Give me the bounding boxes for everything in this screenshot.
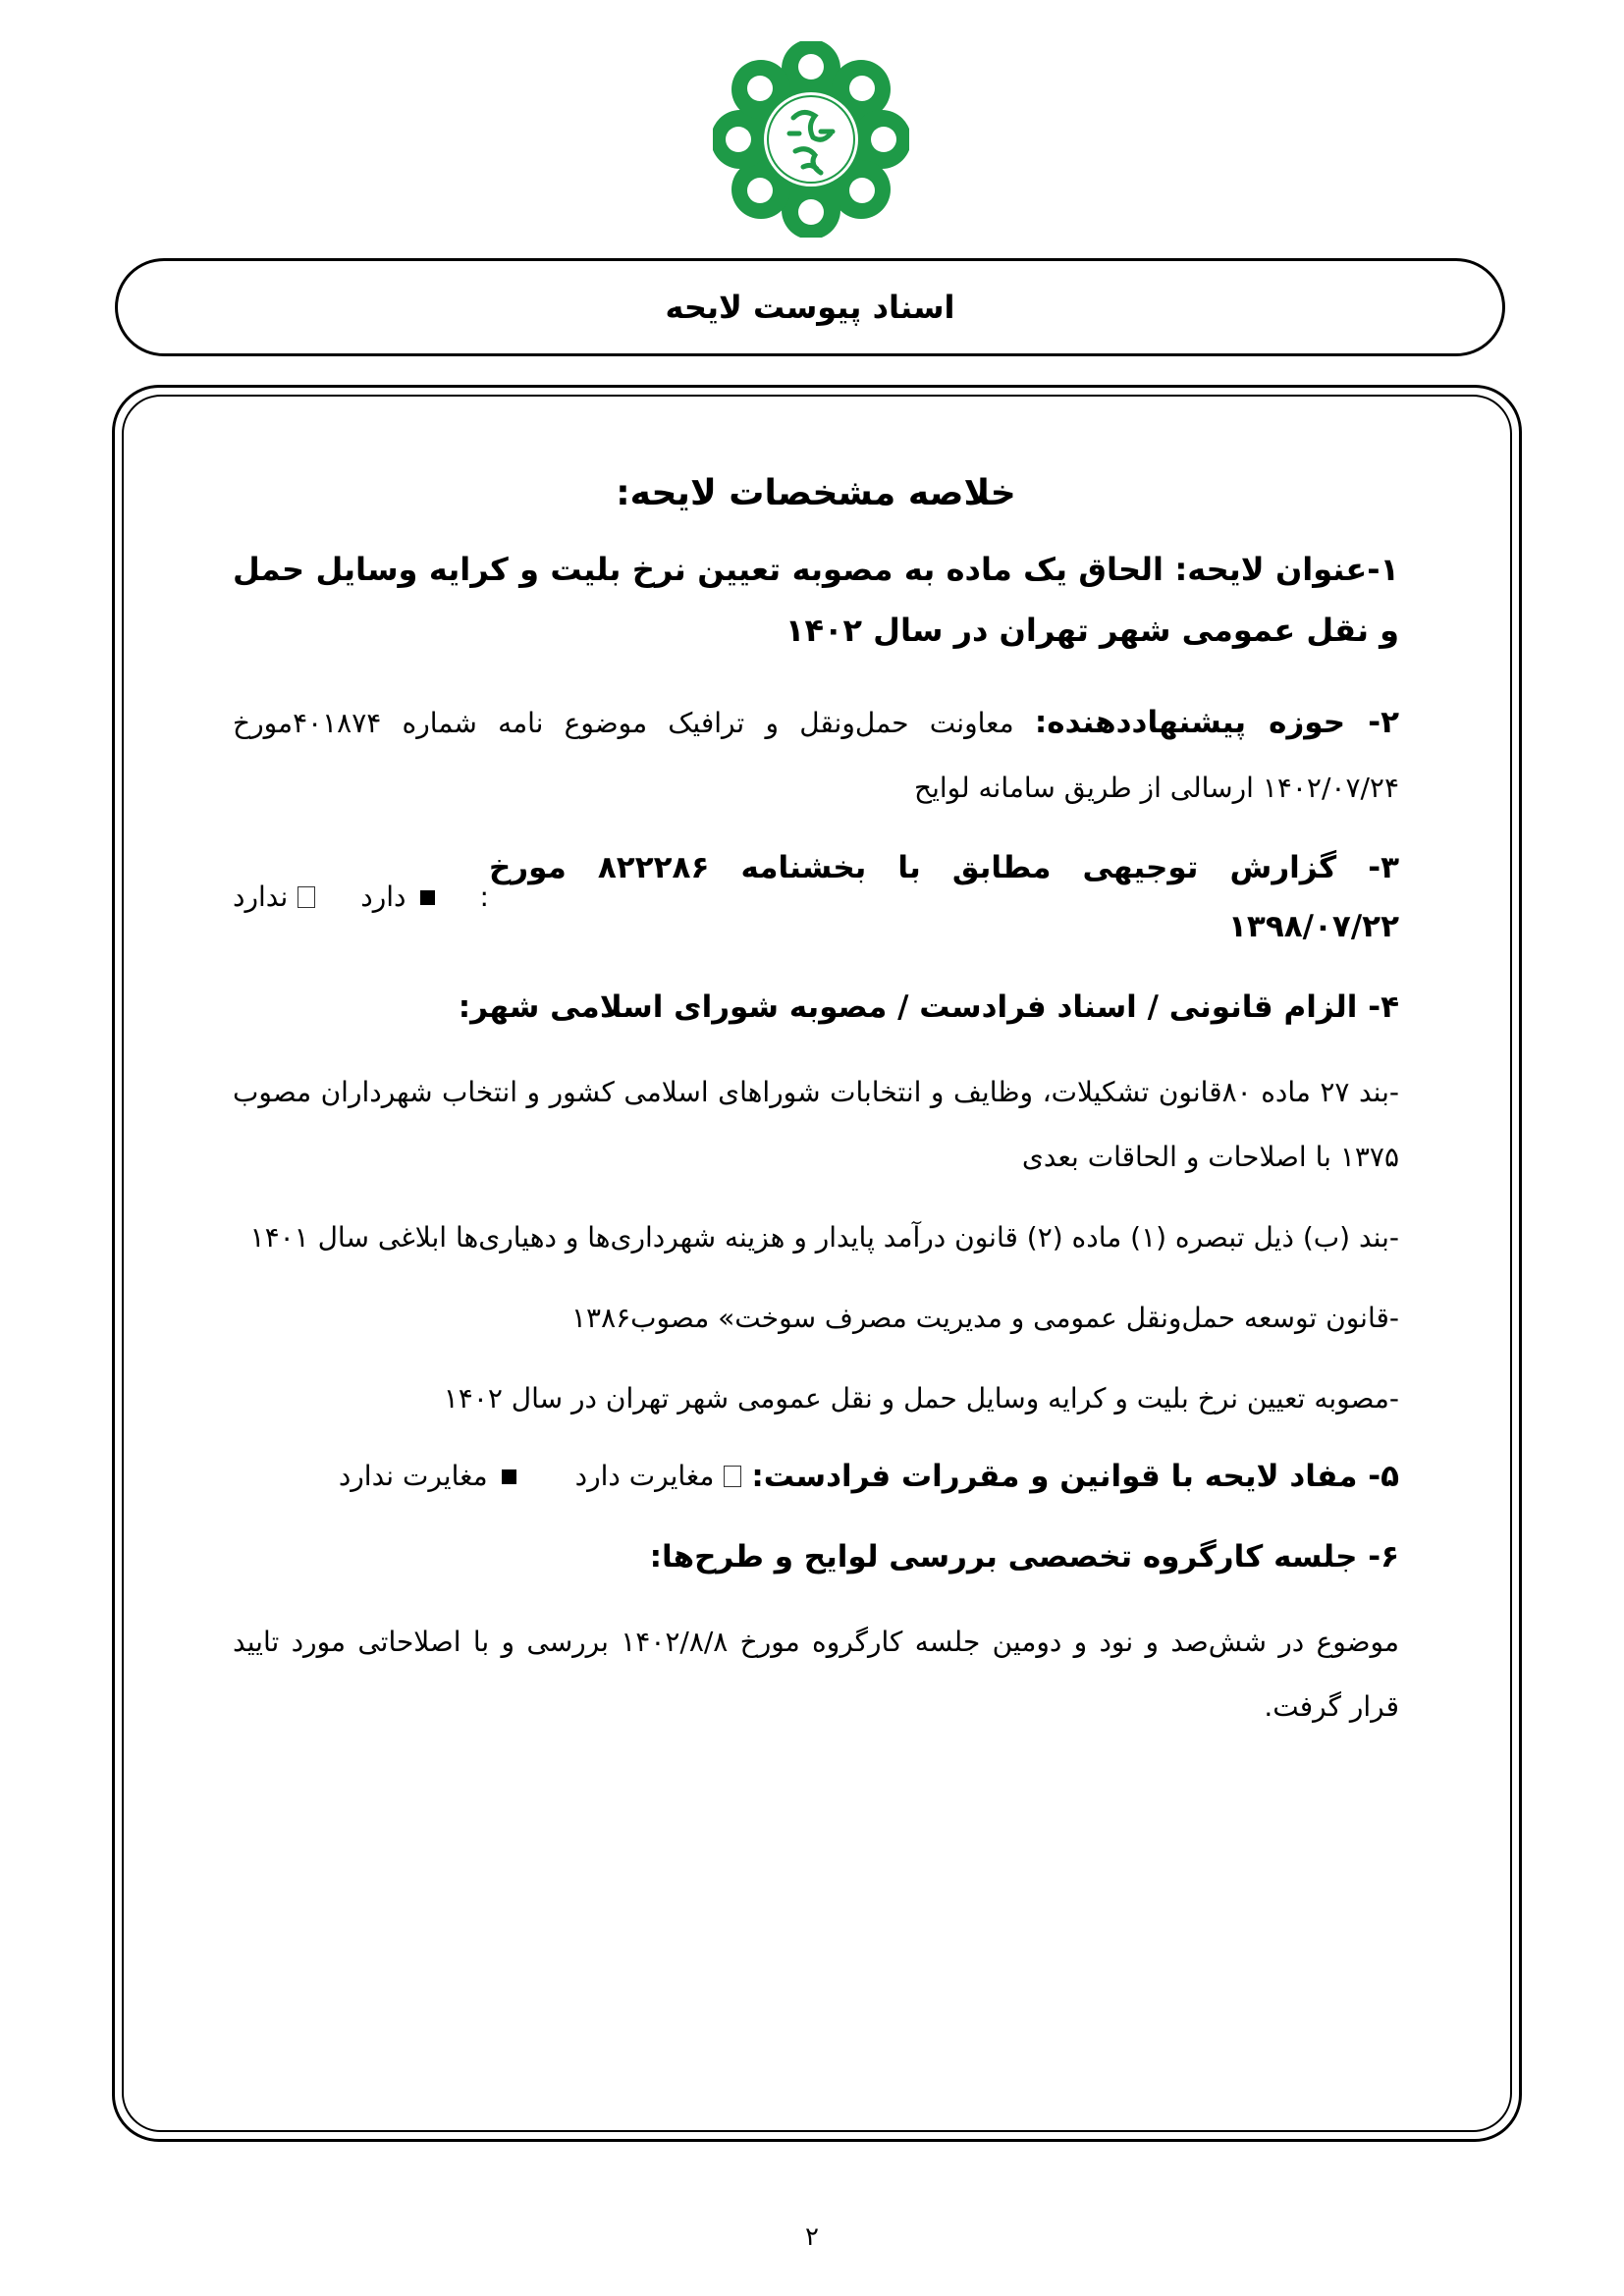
workgroup-meeting-heading: ۶- جلسه کارگروه تخصصی بررسی لوایح و طرح‌ها: (649, 1539, 1399, 1575)
bill-title-label: ۱-عنوان لایحه: (1174, 551, 1400, 588)
unchecked-box-icon (298, 886, 315, 908)
document-title: اسناد پیوست لایحه (665, 289, 955, 326)
legal-requirement-line: -بند (ب) ذیل تبصره (۱) ماده (۲) قانون درآمد پایدار و هزینه شهرداری‌ها و دهیاری‌ها ابلاغی سال ۱۴۰۱ (249, 1221, 1399, 1254)
justification-report-label: ۳- گزارش توجیهی مطابق با بخشنامه ۸۲۲۲۸۶ مورخ ۱۳۹۸/۰۷/۲۲ (488, 850, 1399, 944)
unchecked-box-icon (724, 1466, 741, 1487)
proposer-text: معاونت حمل‌ونقل و ترافیک موضوع نامه شماره ۴۰۱۸۷۴مورخ ۱۴۰۲/۰۷/۲۴ ارسالی از طریق سامانه لوایح (233, 707, 1399, 804)
option-no-report-label: ندارد (233, 881, 289, 913)
bill-title-text: الحاق یک ماده به مصوبه تعیین نرخ بلیت و کرایه وسایل حمل و نقل عمومی شهر تهران در سال ۱۴۰۲ (233, 551, 1399, 649)
option-no-report[interactable] (233, 868, 315, 927)
proposer-item (233, 690, 1399, 821)
document-header (115, 258, 1505, 356)
option-has-report-label: دارد (360, 881, 406, 913)
conformity-label: ۵- مفاد لایحه با قوانین و مقررات فرادست: (751, 1459, 1399, 1494)
checked-box-icon (502, 1469, 516, 1484)
justification-report-colon: : (479, 881, 489, 913)
option-no-conflict-label: مغایرت ندارد (338, 1460, 488, 1492)
bill-title-item (233, 539, 1399, 661)
option-conflict[interactable] (575, 1447, 742, 1506)
option-has-report[interactable] (360, 868, 434, 927)
tehran-city-council-emblem-icon (713, 41, 909, 238)
conformity-item (233, 1447, 1399, 1506)
legal-requirement-line: -مصوبه تعیین نرخ بلیت و کرایه وسایل حمل و نقل عمومی شهر تهران در سال ۱۴۰۲ (443, 1382, 1399, 1415)
justification-report-item (233, 838, 1399, 956)
checked-box-icon (420, 890, 435, 905)
option-no-conflict[interactable] (339, 1447, 516, 1506)
proposer-label: ۲- حوزه پیشنهاددهنده: (1034, 705, 1399, 740)
legal-requirement-line: -قانون توسعه حمل‌ونقل عمومی و مدیریت مصرف سوخت» مصوب۱۳۸۶ (571, 1302, 1399, 1334)
legal-requirement-line: -بند ۲۷ ماده ۸۰قانون تشکیلات، وظایف و انتخابات شوراهای اسلامی کشور و انتخاب شهرداران مصوب ۱۳۷۵ با اصلاحات و الحاقات بعدی (233, 1076, 1400, 1173)
bill-summary (233, 461, 1399, 1755)
summary-title: خلاصه مشخصات لایحه: (616, 473, 1016, 513)
page-number: ۲ (805, 2222, 819, 2252)
option-conflict-label: مغایرت دارد (574, 1460, 715, 1492)
workgroup-meeting-text: موضوع در شش‌صد و نود و دومین جلسه کارگروه مورخ ۱۴۰۲/۸/۸ بررسی و با اصلاحاتی مورد تایید قرار گرفت. (233, 1626, 1399, 1723)
legal-requirements-heading: ۴- الزام قانونی / اسناد فرادست / مصوبه شورای اسلامی شهر: (458, 989, 1399, 1025)
